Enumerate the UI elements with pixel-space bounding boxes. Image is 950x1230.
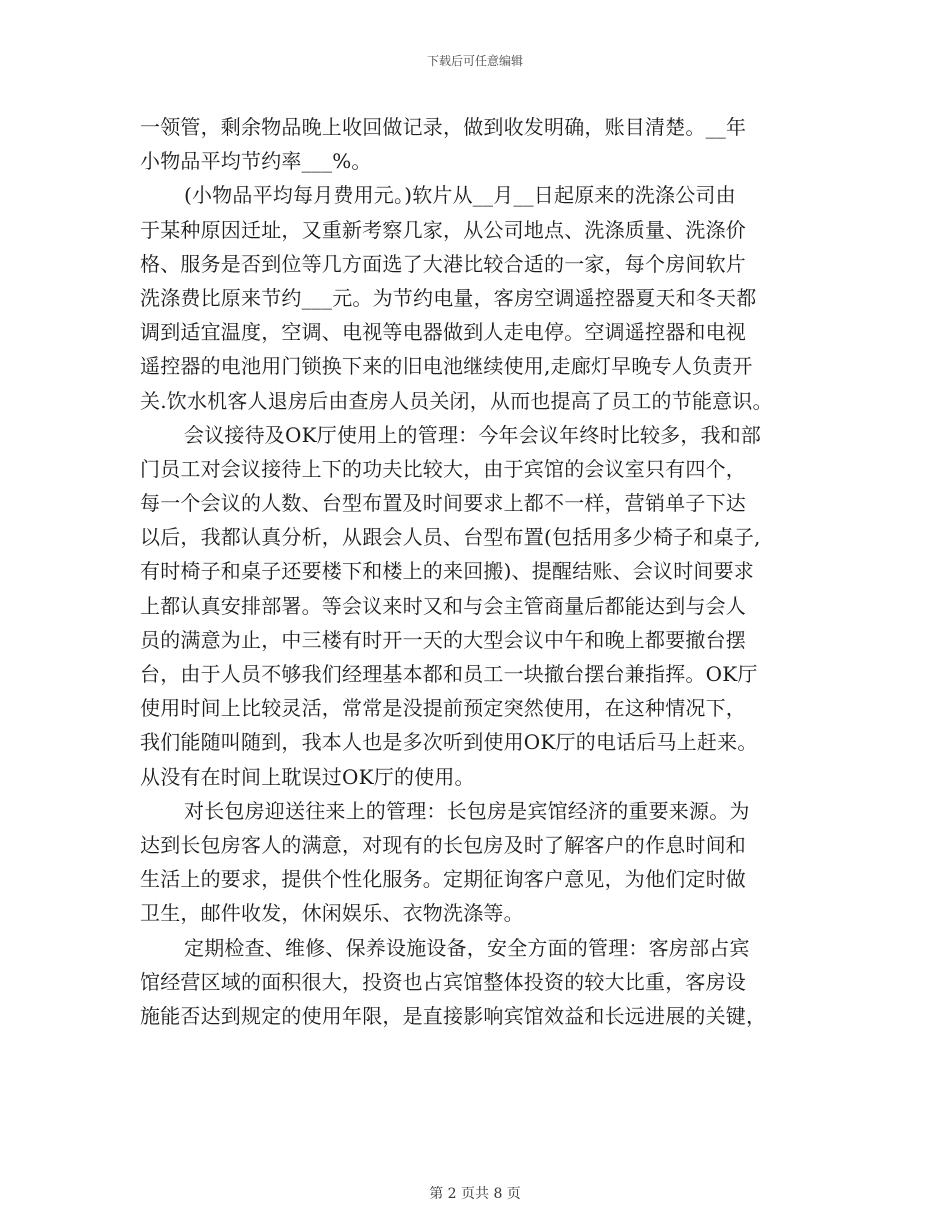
document-body (140, 110, 830, 1033)
page-footer: 第 2 页共 8 页 (429, 1186, 521, 1202)
text-line: 台，由于人员不够我们经理基本都和员工一块撤台摆台兼指挥。OK厅 (140, 662, 758, 686)
text-line: 卫生，邮件收发，休闲娱乐、衣物洗涤等。 (140, 901, 524, 926)
text-line: 我们能随叫随到，我本人也是多次听到使用OK厅的电话后马上赶来。 (140, 730, 758, 755)
text-line: 馆经营区域的面积很大，投资也占宾馆整体投资的较大比重，客房设 (140, 969, 746, 994)
text-line: 门员工对会议接待上下的功夫比较大，由于宾馆的会议室只有四个， (140, 456, 746, 481)
text-line: 以后，我都认真分析，从跟会人员、台型布置(包括用多少椅子和桌子, (140, 525, 761, 550)
paragraph-first-line: 对长包房迎送往来上的管理：长包房是宾馆经济的重要来源。为 (184, 798, 750, 823)
text-line: 调到适宜温度，空调、电视等电器做到人走电停。空调遥控器和电视 (140, 320, 746, 345)
text-line: 员的满意为止，中三楼有时开一天的大型会议中午和晚上都要撤台摆 (140, 627, 746, 652)
text-line: 达到长包房客人的满意，对现有的长包房及时了解客户的作息时间和 (140, 832, 746, 857)
text-line: 小物品平均节约率___%。 (140, 149, 372, 174)
text-line: 上都认真安排部署。等会议来时又和与会主管商量后都能达到与会人 (140, 593, 746, 618)
text-line: 使用时间上比较灵活，常常是没提前预定突然使用，在这种情况下， (140, 696, 746, 721)
text-line: 洗涤费比原来节约___元。为节约电量，客房空调遥控器夏天和冬天都 (140, 285, 757, 310)
paragraph-first-line: 会议接待及OK厅使用上的管理：今年会议年终时比较多，我和部 (184, 422, 762, 447)
text-line: 从没有在时间上耽误过OK厅的使用。 (140, 764, 475, 789)
text-line: 有时椅子和桌子还要楼下和楼上的来回搬)、提醒结账、会议时间要求 (140, 559, 755, 584)
text-line: 遥控器的电池用门锁换下来的旧电池继续使用,走廊灯早晚专人负责开 (140, 354, 753, 379)
page-header: 下载后可任意编辑 (426, 54, 523, 68)
text-line: 施能否达到规定的使用年限，是直接影响宾馆效益和长远进展的关键， (140, 1003, 767, 1028)
text-line: 关.饮水机客人退房后由查房人员关闭，从而也提高了员工的节能意识。 (140, 388, 773, 413)
paragraph-first-line: (小物品平均每月费用元。)软片从__月__日起原来的洗涤公司由 (184, 183, 736, 208)
text-line: 一领管，剩余物品晚上收回做记录，做到收发明确，账目清楚。__年 (140, 115, 747, 139)
text-line: 格、服务是否到位等几方面选了大港比较合适的一家，每个房间软片 (140, 251, 746, 276)
text-line: 每一个会议的人数、台型布置及时间要求上都不一样，营销单子下达 (140, 491, 746, 516)
text-line: 于某种原因迁址，又重新考察几家，从公司地点、洗涤质量、洗涤价 (140, 217, 746, 242)
text-line: 生活上的要求，提供个性化服务。定期征询客户意见，为他们定时做 (140, 867, 746, 892)
paragraph-first-line: 定期检查、维修、保养设施设备，安全方面的管理：客房部占宾 (184, 935, 750, 960)
